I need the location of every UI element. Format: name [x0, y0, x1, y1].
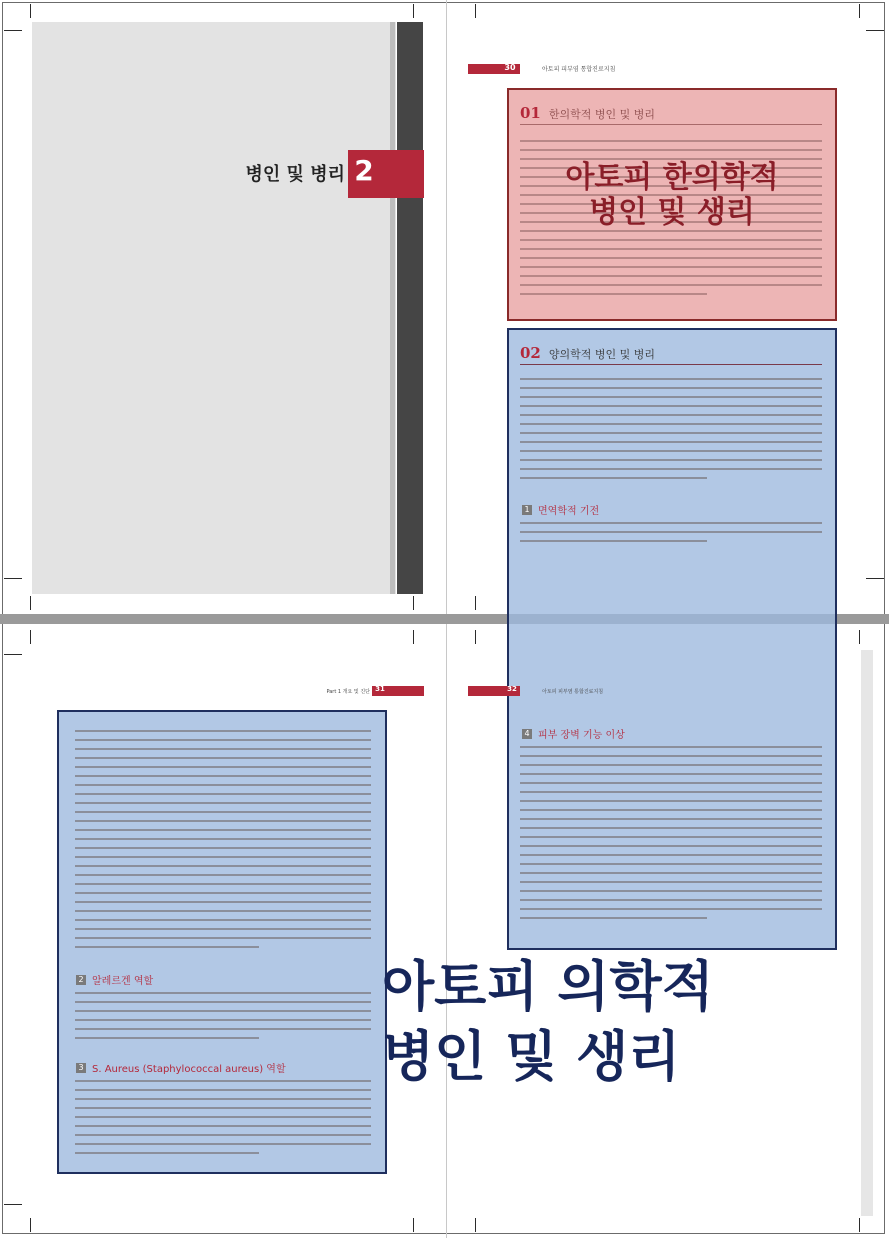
chapter-title: 병인 및 병리 [245, 164, 345, 185]
header-page-number: 32 [507, 685, 517, 693]
header-running-title: 아토피 피부염 통합진료지침 [542, 689, 604, 695]
crop-mark [30, 1218, 31, 1232]
skin-barrier-body-text [520, 746, 822, 926]
page-edge-shadow [861, 650, 873, 1216]
header-running-title: Part 1 개요 및 진단 [326, 689, 370, 695]
vertical-gutter-top [446, 0, 447, 614]
subhead-number: 3 [76, 1063, 86, 1073]
section-title: 양의학적 병인 및 병리 [548, 348, 655, 361]
section-number: 02 [520, 344, 541, 362]
crop-mark [4, 30, 22, 31]
s-aureus-body-text [75, 1080, 371, 1161]
overlay-label-blue: 아토피 의학적 병인 및 생리 [382, 955, 714, 1089]
subhead-label: S. Aureus (Staphylococcal aureus) 역할 [92, 1064, 286, 1075]
section-title: 한의학적 병인 및 병리 [548, 108, 655, 121]
chapter-spine-dark [397, 22, 423, 594]
subhead-label: 피부 장벽 기능 이상 [538, 730, 625, 741]
crop-mark [413, 596, 414, 610]
section-01-rule [520, 124, 822, 125]
crop-mark [866, 30, 884, 31]
crop-mark [4, 654, 22, 655]
overlay-label-red: 아토피 한의학적 병인 및 생리 [565, 160, 779, 231]
crop-mark [475, 596, 476, 610]
crop-mark [475, 630, 476, 644]
crop-mark [413, 1218, 414, 1232]
vertical-gutter-bottom [446, 624, 447, 1238]
immunology-body-text [520, 522, 822, 549]
chapter-number: 2 [354, 154, 374, 187]
subhead-number: 4 [522, 729, 532, 739]
bottom-left-body-text [75, 730, 371, 955]
header-page-number: 31 [375, 685, 385, 693]
crop-mark [475, 1218, 476, 1232]
crop-mark [859, 630, 860, 644]
allergen-body-text [75, 992, 371, 1046]
crop-mark [4, 1204, 22, 1205]
subhead-s-aureus [76, 1060, 376, 1075]
section-01-heading [520, 104, 820, 122]
chapter-opener-page [32, 22, 396, 594]
section-02-rule [520, 364, 822, 365]
header-page-number: 30 [504, 63, 516, 72]
crop-mark [859, 4, 860, 18]
section-02-heading [520, 344, 820, 362]
subhead-immunology [522, 502, 822, 517]
subhead-number: 1 [522, 505, 532, 515]
crop-mark [866, 578, 884, 579]
crop-mark [859, 1218, 860, 1232]
subhead-label: 알레르겐 역할 [92, 976, 154, 987]
crop-mark [30, 4, 31, 18]
subhead-number: 2 [76, 975, 86, 985]
crop-mark [413, 630, 414, 644]
crop-mark [30, 596, 31, 610]
subhead-label: 면역학적 기전 [538, 506, 600, 517]
section-02-body-text [520, 378, 822, 486]
crop-mark [413, 4, 414, 18]
section-number: 01 [520, 104, 541, 122]
subhead-allergen [76, 972, 366, 987]
subhead-skin-barrier [522, 726, 822, 741]
crop-mark [4, 578, 22, 579]
crop-mark [30, 630, 31, 644]
crop-mark [475, 4, 476, 18]
chapter-spine-light [390, 22, 395, 594]
header-running-title: 아토피 피부염 통합진료지침 [542, 66, 616, 73]
